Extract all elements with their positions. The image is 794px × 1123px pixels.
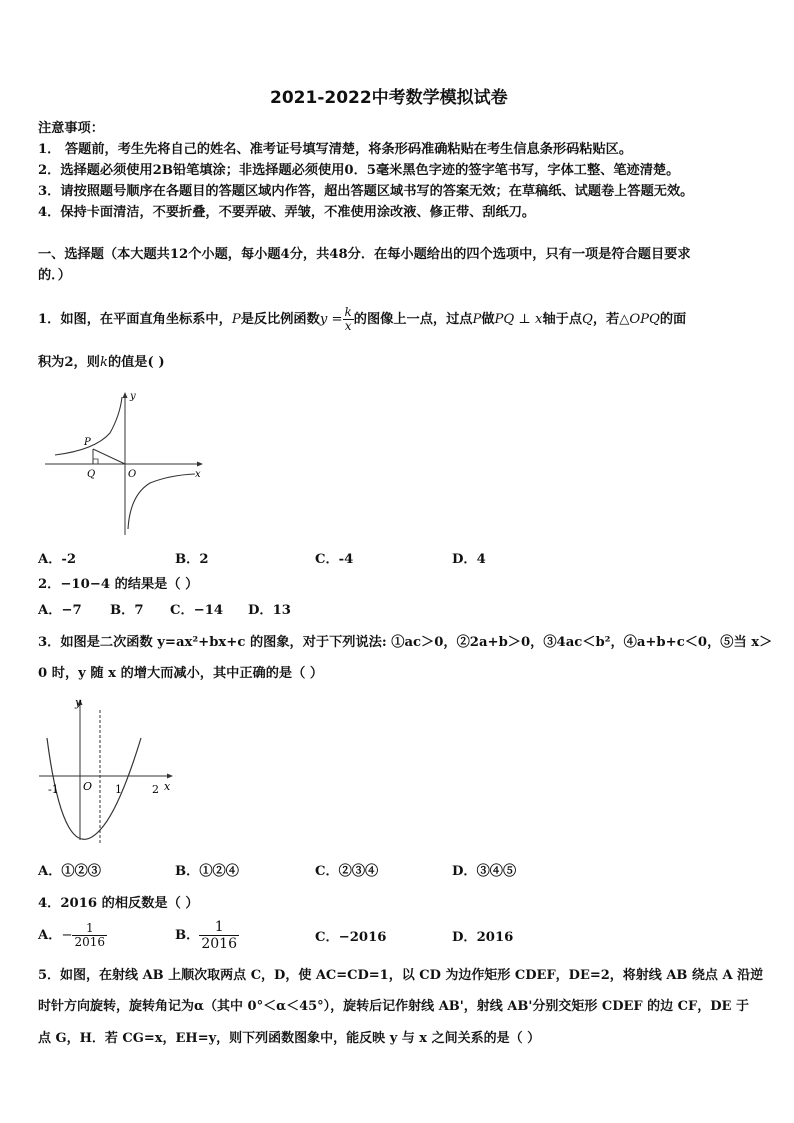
question-5-line2: 时针方向旋转，旋转角记为α（其中 0°＜α＜45°），旋转后记作射线 AB'，射线 AB'分别交矩形 CDEF 的边 CF，DE 于 [38, 999, 749, 1014]
q1-text-part7: 的面 [659, 312, 687, 327]
q1-point-p-label: P [84, 437, 91, 448]
q4-option-a-sign: − [61, 928, 73, 943]
q2-option-d: D．13 [248, 603, 291, 618]
q4-option-c: C．−2016 [315, 930, 387, 945]
q3-parabola-curve [47, 738, 141, 839]
q4-option-a-num: 1 [72, 922, 107, 936]
question-5-line3-text: 点 G，H．若 CG=x，EH=y，则下列函数图象中，能反映 y 与 x 之间关系的是（ ） [38, 1031, 541, 1046]
q1-curve-branch-4 [128, 474, 195, 529]
q1-text-part3: 的图像上一点，过点 [353, 312, 473, 327]
q1-frac-num: k [344, 305, 352, 319]
q3-parabola-figure [34, 690, 184, 850]
q4-option-a [38, 921, 107, 951]
notice-item-2: 2．选择题必须使用2B铅笔填涂；非选择题必须使用0．5毫米黑色字迹的签字笔书写，字体工整、笔迹清楚。 [38, 163, 680, 178]
notice-item-4: 4．保持卡面清洁，不要折叠，不要弄破、弄皱，不准使用涂改液、修正带、刮纸刀。 [38, 205, 536, 220]
q1-option-d: D．4 [452, 552, 486, 567]
q4-option-b-den: 2016 [201, 936, 237, 952]
q3-y-label: y [75, 696, 82, 709]
q3-x-arrow [167, 774, 173, 779]
q1-triangle: △OPQ [619, 312, 660, 327]
q4-option-b-fraction [199, 919, 239, 952]
q1-option-a: A．-2 [38, 552, 77, 567]
q1-perp: PQ ⊥ x [494, 312, 543, 327]
q1-right-angle-mark [93, 459, 98, 464]
section-heading-line1: 一、选择题（本大题共12个小题，每小题4分，共48分．在每小题给出的四个选项中，只有一项是符合题目要求 [38, 247, 691, 262]
section-heading-line2: 的．） [38, 268, 71, 283]
q1-fraction-k-over-x [343, 306, 354, 333]
q4-option-b-num: 1 [199, 919, 239, 936]
q4-option-d: D．2016 [452, 930, 514, 945]
question-1-line2 [38, 355, 165, 371]
q1-var-q: Q [582, 312, 593, 327]
question-3-line1: 3．如图是二次函数 y=ax²+bx+c 的图象，对于下列说法: ①ac＞0，②2a+b＞0，③4ac＜b²，④a+b+c＜0，⑤当 x＞ [38, 635, 773, 650]
q1-y-arrow [123, 392, 128, 398]
q3-origin-label: O [83, 780, 93, 793]
q4-option-a-fraction [72, 922, 107, 949]
notice-item-3: 3．请按照题号顺序在各题目的答题区域内作答，超出答题区域书写的答案无效；在草稿纸、试题卷上答题无效。 [38, 184, 694, 199]
question-5-line1: 5．如图，在射线 AB 上顺次取两点 C，D，使 AC=CD=1，以 CD 为边作矩形 CDEF，DE=2，将射线 AB 绕点 A 沿逆 [38, 968, 764, 983]
q1-x-label: x [195, 469, 201, 480]
q1-var-p2: P [472, 312, 482, 327]
q3-option-a: A．①②③ [38, 864, 101, 879]
q1-var-p: P [231, 312, 241, 327]
q1-option-c: C．-4 [315, 552, 354, 567]
page-title: 2021-2022中考数学模拟试卷 [270, 88, 508, 108]
q1-y-label: y [130, 391, 136, 402]
q3-tick-1: 1 [115, 783, 122, 796]
q1-var-k: k [99, 355, 108, 370]
q1-option-b: B．2 [175, 552, 209, 567]
q1-text-part6: ，若 [592, 312, 620, 327]
question-2-stem: 2．−10−4 的结果是（ ） [38, 577, 199, 592]
q1-text-part2: 是反比例函数 [240, 312, 320, 327]
q1-line2-tail: 的值是( ) [107, 355, 165, 370]
question-3-line2: 0 时，y 随 x 的增大而减小，其中正确的是（ ） [38, 666, 324, 681]
q1-line2-text: 积为2，则 [38, 355, 100, 370]
q3-option-b: B．①②④ [175, 864, 239, 879]
q2-option-b: B．7 [110, 603, 144, 618]
q1-text-part1: 1．如图，在平面直角坐标系中， [38, 312, 232, 327]
q1-origin-label: O [128, 469, 137, 480]
notice-item-1: 1． 答题前，考生先将自己的姓名、准考证号填写清楚，将条形码准确粘贴在考生信息条形码粘贴区。 [38, 142, 633, 157]
question-5-line3 [38, 1030, 540, 1046]
q3-option-d: D．③④⑤ [452, 864, 517, 879]
q1-hyperbola-figure [40, 385, 210, 540]
q4-option-a-den: 2016 [74, 935, 106, 949]
q2-option-a: A．−7 [38, 603, 82, 618]
q1-point-q-label: Q [87, 469, 96, 480]
q4-option-b [175, 917, 239, 955]
q2-option-c: C．−14 [170, 603, 224, 618]
question-1-stem [38, 306, 686, 333]
q1-x-arrow [197, 462, 203, 467]
q1-text-part5: 轴于点 [542, 312, 583, 327]
q4-option-b-label: B． [175, 928, 200, 943]
q4-option-a-label: A． [38, 928, 62, 943]
q3-tick-2: 2 [152, 783, 159, 796]
q3-option-c: C．②③④ [315, 864, 379, 879]
q3-x-label: x [164, 780, 171, 793]
q1-frac-den: x [344, 319, 352, 333]
q1-text-part4: 做 [481, 312, 495, 327]
q1-func-y: y = [319, 312, 343, 327]
notice-heading: 注意事项： [38, 121, 104, 136]
q3-tick-neg1: -1 [48, 783, 59, 796]
question-4-stem: 4．2016 的相反数是（ ） [38, 896, 199, 911]
